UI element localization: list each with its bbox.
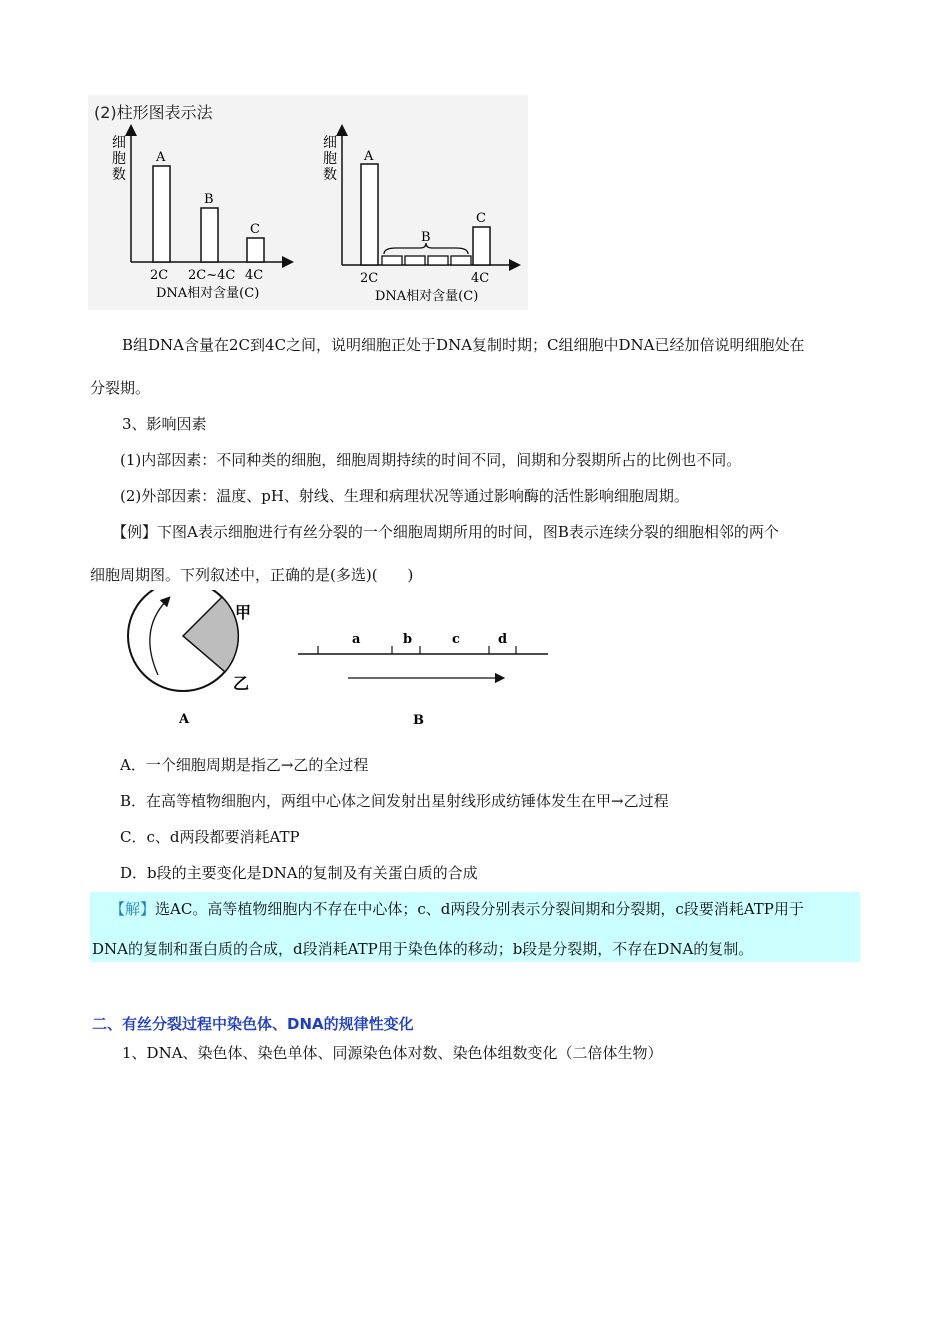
section2-heading: 二、有丝分裂过程中染色体、DNA的规律性变化 [92, 1015, 414, 1033]
left-bar-c [247, 238, 264, 262]
figure-bar-charts [0, 0, 950, 320]
right-bar-a-label: A [364, 149, 374, 164]
figure-cell-cycle [0, 590, 950, 740]
solution-line2: DNA的复制和蛋白质的合成，d段消耗ATP用于染色体的移动；b段是分裂期，不存在DNA的复制。 [92, 940, 754, 958]
option-a: A．一个细胞周期是指乙→乙的全过程 [120, 756, 369, 774]
left-bar-c-label: C [250, 222, 260, 237]
paragraph-influence-heading: 3、影响因素 [122, 415, 207, 433]
segment-b-label: b [403, 632, 413, 647]
left-x-tick-2c-4c: 2C~4C [188, 268, 236, 283]
label-jia: 甲 [235, 603, 252, 622]
option-b: B．在高等植物细胞内，两组中心体之间发射出星射线形成纺锤体发生在甲→乙过程 [120, 792, 669, 810]
left-y-label-2: 胞 [112, 151, 126, 167]
left-y-label-1: 细 [112, 135, 126, 151]
right-y-label-1: 细 [323, 135, 337, 151]
example-question-line1: 【例】下图A表示细胞进行有丝分裂的一个细胞周期所用的时间，图B表示连续分裂的细胞相邻的两个 [112, 523, 779, 541]
circle-diagram-a [128, 590, 251, 727]
right-x-label: DNA相对含量(C) [375, 289, 479, 304]
label-yi: 乙 [233, 674, 250, 693]
right-bar-b1 [382, 256, 402, 265]
caption-a: A [179, 712, 190, 727]
left-bar-a [153, 166, 170, 262]
option-d: D．b段的主要变化是DNA的复制及有关蛋白质的合成 [120, 864, 478, 882]
segment-a-label: a [352, 632, 361, 647]
example-question-line2: 细胞周期图。下列叙述中，正确的是(多选)( ) [90, 566, 414, 584]
segment-d-label: d [498, 632, 508, 647]
solution-line1-text: 选AC。高等植物细胞内不存在中心体；c、d两段分别表示分裂间期和分裂期，c段要消耗ATP用于 [155, 900, 804, 918]
right-brace-label: B [421, 230, 431, 245]
right-bar-a [361, 164, 378, 265]
solution-line1 [110, 898, 804, 919]
paragraph-external-factors: (2)外部因素：温度、pH、射线、生理和病理状况等通过影响酶的活性影响细胞周期。 [120, 487, 689, 505]
left-x-tick-4c: 4C [245, 268, 264, 283]
paragraph-internal-factors: (1)内部因素：不同种类的细胞，细胞周期持续的时间不同，间期和分裂期所占的比例也不同。 [120, 451, 742, 469]
left-bar-b-label: B [204, 192, 214, 207]
right-bar-c [473, 227, 490, 265]
paragraph-b-group-line2: 分裂期。 [90, 379, 151, 397]
solution-tag: 【解】 [110, 900, 156, 918]
right-chart [323, 130, 515, 304]
left-x-tick-2c: 2C [150, 268, 169, 283]
line-diagram-b [298, 632, 548, 728]
right-y-label-2: 胞 [323, 151, 337, 167]
section2-item1: 1、DNA、染色体、染色单体、同源染色体对数、染色体组数变化（二倍体生物） [122, 1044, 663, 1062]
right-x-tick-4c: 4C [471, 271, 490, 286]
right-bar-b2 [405, 256, 425, 265]
figure-title: (2)柱形图表示法 [94, 103, 213, 122]
right-bar-c-label: C [476, 211, 486, 226]
right-x-tick-2c: 2C [360, 271, 379, 286]
left-x-label: DNA相对含量(C) [156, 286, 260, 301]
segment-c-label: c [452, 632, 460, 647]
caption-b: B [413, 713, 424, 728]
left-chart [112, 130, 288, 301]
left-bar-a-label: A [156, 150, 166, 165]
left-bar-b [201, 208, 218, 262]
right-bar-b4 [451, 256, 471, 265]
right-y-label-3: 数 [323, 167, 337, 183]
option-c: C．c、d两段都要消耗ATP [120, 828, 300, 846]
right-bar-b3 [428, 256, 448, 265]
left-y-label-3: 数 [112, 167, 126, 183]
paragraph-b-group-line1: B组DNA含量在2C到4C之间，说明细胞正处于DNA复制时期；C组细胞中DNA已经加倍说明细胞处在 [122, 336, 805, 354]
